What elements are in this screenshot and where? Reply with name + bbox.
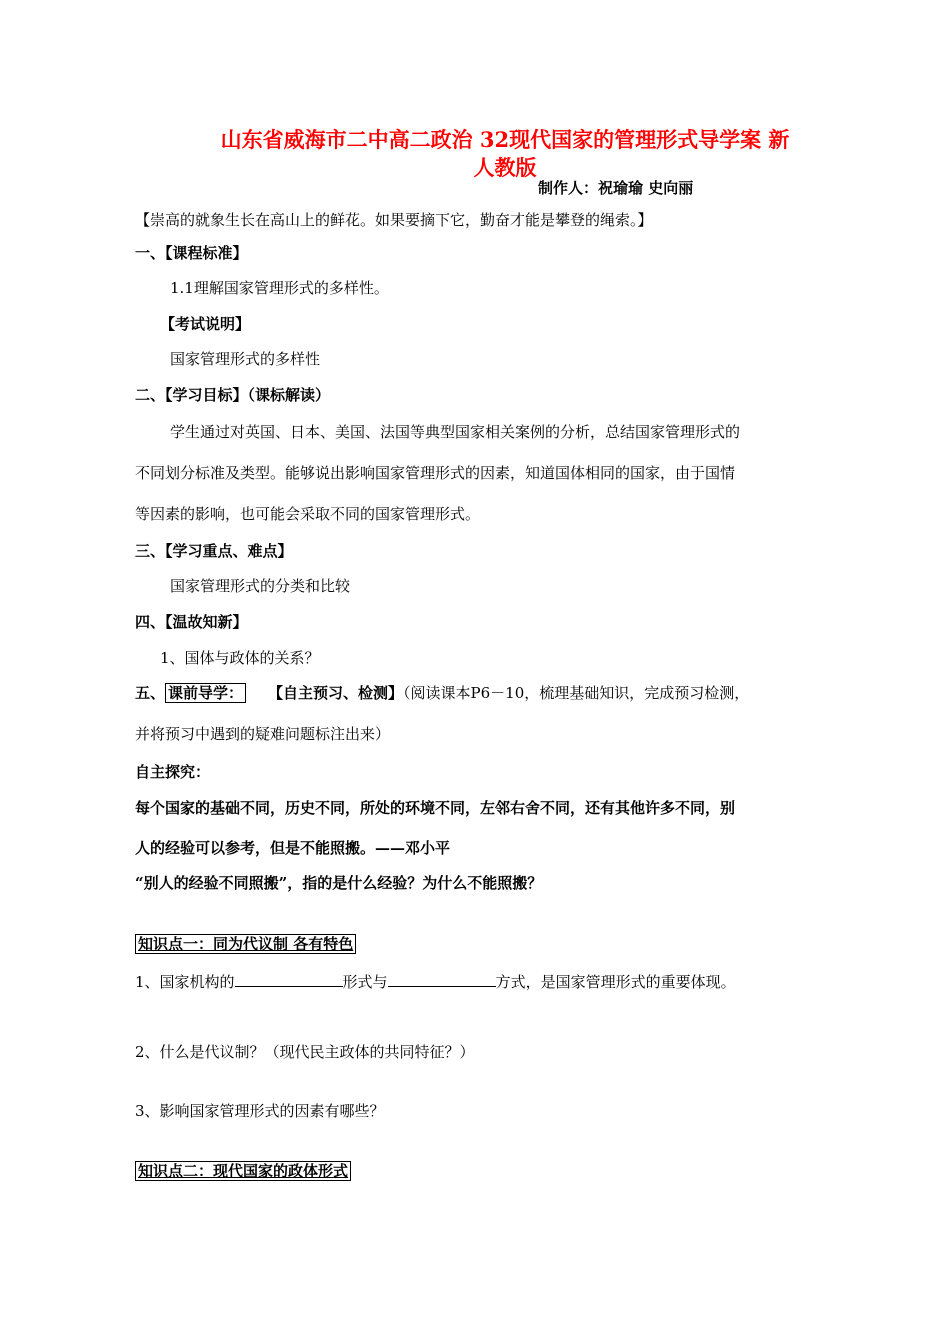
explore-heading: 自主探究：: [135, 763, 211, 781]
knowledge-point-1-label: 知识点一：同为代议制 各有特色: [135, 934, 356, 954]
section-2-paragraph-line-2: 不同划分标准及类型。能够说出影响国家管理形式的因素，知道国体相同的国家，由于国情: [135, 464, 736, 482]
section-2-heading: 二、【学习目标】（课标解读）: [135, 386, 331, 404]
fill-blank-2[interactable]: [388, 972, 496, 987]
section-5-prefix: 五、: [135, 684, 166, 702]
kp1-question-2: 2、什么是代议制？（现代民主政体的共同特征？）: [135, 1043, 475, 1061]
exam-heading: 【考试说明】: [160, 315, 251, 333]
fill-blank-1[interactable]: [235, 972, 343, 987]
explore-question: “别人的经验不同照搬”，指的是什么经验？为什么不能照搬？: [135, 874, 543, 892]
section-5-note-line-2: 并将预习中遇到的疑难问题标注出来）: [135, 725, 391, 743]
quote-line-2: 人的经验可以参考，但是不能照搬。——邓小平: [135, 839, 451, 857]
quote-line-1: 每个国家的基础不同，历史不同，所处的环境不同，左邻右舍不同，还有其他许多不同，别: [135, 799, 736, 817]
section-1-heading: 一、【课程标准】: [135, 244, 248, 262]
section-1-item: 1.1理解国家管理形式的多样性。: [170, 279, 389, 297]
knowledge-point-2-label: 知识点二：现代国家的政体形式: [135, 1161, 351, 1181]
kp1-q1-part-c: 方式，是国家管理形式的重要体现。: [495, 973, 736, 991]
knowledge-point-2-heading: [135, 1160, 351, 1181]
knowledge-point-1-heading: [135, 933, 356, 954]
section-5-note: （阅读课本P6－10，梳理基础知识，完成预习检测，: [403, 684, 750, 702]
kp1-question-1: [135, 971, 736, 992]
kp1-q1-part-b: 形式与: [342, 973, 388, 991]
motto: 【崇高的就象生长在高山上的鲜花。如果要摘下它，勤奋才能是攀登的绳索。】: [135, 211, 653, 229]
author-line: 制作人：祝瑜瑜 史向丽: [538, 179, 694, 197]
section-2-paragraph-line-1: 学生通过对英国、日本、美国、法国等典型国家相关案例的分析，总结国家管理形式的: [170, 423, 741, 441]
exam-item: 国家管理形式的多样性: [170, 350, 321, 368]
title-line-1: 山东省威海市二中高二政治 32现代国家的管理形式导学案 新: [220, 127, 790, 152]
section-5-bold-label: 【自主预习、检测】: [268, 684, 404, 702]
section-3-heading: 三、【学习重点、难点】: [135, 542, 293, 560]
kp1-q1-part-a: 1、国家机构的: [135, 973, 235, 991]
section-3-item: 国家管理形式的分类和比较: [170, 577, 351, 595]
title-line-2: 人教版: [473, 155, 537, 180]
section-2-paragraph-line-3: 等因素的影响，也可能会采取不同的国家管理形式。: [135, 505, 481, 523]
section-4-item: 1、国体与政体的关系？: [160, 649, 320, 667]
section-4-heading: 四、【温故知新】: [135, 613, 248, 631]
document-title: [190, 126, 820, 182]
section-5-boxed-label: 课前导学：: [165, 683, 246, 703]
kp1-question-3: 3、影响国家管理形式的因素有哪些？: [135, 1102, 385, 1120]
section-5-line-1: [135, 682, 749, 703]
